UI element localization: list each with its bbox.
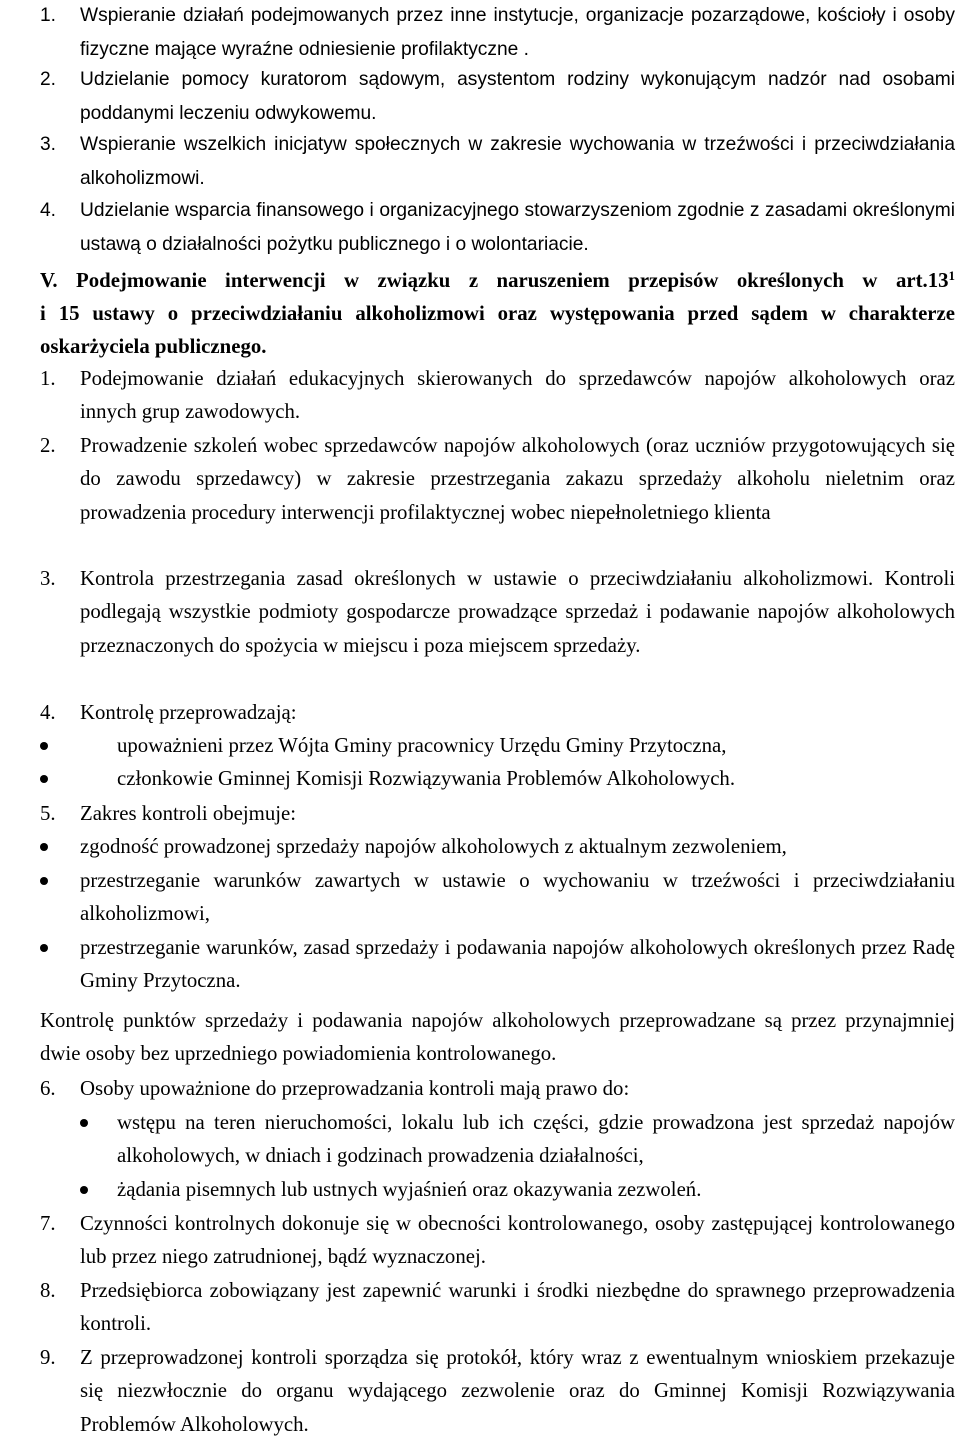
list-number: 3. [40,567,56,590]
list-number: 4. [40,200,57,221]
list-item: Udzielanie wsparcia finansowego i organizacyjnego stowarzyszeniom zgodnie z zasadami określonymi ustawą o działalności pożytku publicznego i o wolontariacie. [80,200,955,255]
bullet-icon [40,843,48,851]
list-item: Zakres kontroli obejmuje: [80,802,297,825]
list-number: 9. [40,1346,56,1369]
list-item: Osoby upoważnione do przeprowadzania kontroli mają prawo do: [80,1077,630,1100]
bullet-item: członkowie Gminnej Komisji Rozwiązywania Problemów Alkoholowych. [117,767,736,790]
list-number: 5. [40,802,56,825]
bullet-icon [40,877,48,885]
list-item: Prowadzenie szkoleń wobec sprzedawców napojów alkoholowych (oraz uczniów przygotowujących się do zawodu sprzedawcy) w zakresie przestrzegania zakazu sprzedaży alkoholu nieletnim oraz prowadzenia procedury interwencji profilaktycznej wobec niepełnoletniego klienta [80,434,955,524]
list-number: 1. [40,367,56,390]
bullet-item: żądania pisemnych lub ustnych wyjaśnień oraz okazywania zezwoleń. [117,1178,702,1201]
paragraph: Kontrolę punktów sprzedaży i podawania napojów alkoholowych przeprowadzane są przez przynajmniej dwie osoby bez uprzedniego powiadomienia kontrolowanego. [40,1009,955,1066]
list-number: 1. [40,5,57,26]
bullet-icon [40,944,48,952]
list-item: Kontrola przestrzegania zasad określonych w ustawie o przeciwdziałaniu alkoholizmowi. Kontroli podlegają wszystkie podmioty gospodarcze prowadzące sprzedaż i podawanie napojów alkoholowych przeznaczonych do spożycia w miejscu i poza miejscem sprzedaży. [80,567,955,657]
bullet-icon [80,1119,88,1127]
list-number: 2. [40,434,56,457]
bullet-item: przestrzeganie warunków zawartych w ustawie o wychowaniu w trzeźwości i przeciwdziałaniu alkoholizmowi, [80,869,955,926]
list-item: Z przeprowadzonej kontroli sporządza się protokół, który wraz z ewentualnym wnioskiem przekazuje się niezwłocznie do organu wydającego zezwolenie oraz do Gminnej Komisji Rozwiązywania Problemów Alkoholowych. [80,1346,955,1436]
bullet-item: przestrzeganie warunków, zasad sprzedaży i podawania napojów alkoholowych określonych przez Radę Gminy Przytoczna. [80,936,955,993]
bullet-icon [40,775,48,783]
list-item: Kontrolę przeprowadzają: [80,701,297,724]
list-number: 6. [40,1077,56,1100]
list-number: 4. [40,701,56,724]
list-item: Udzielanie pomocy kuratorom sądowym, asystentom rodziny wykonującym nadzór nad osobami poddanymi leczeniu odwykowemu. [80,69,955,124]
list-number: 8. [40,1279,56,1302]
bullet-item: wstępu na teren nieruchomości, lokalu lub ich części, gdzie prowadzona jest sprzedaż napojów alkoholowych, w dniach i godzinach prowadzenia działalności, [117,1111,955,1168]
list-number: 2. [40,69,57,90]
section-heading: V. Podejmowanie interwencji w związku z naruszeniem przepisów określonych w $art.13^1$ [40,267,955,292]
list-item: Wspieranie działań podejmowanych przez inne instytucje, organizacje pozarządowe, kościoły i osoby fizyczne mające wyraźne odniesienie profilaktyczne . [80,5,955,60]
bullet-icon [80,1186,88,1194]
list-number: 7. [40,1212,56,1235]
bullet-item: upoważnieni przez Wójta Gminy pracownicy Urzędu Gminy Przytoczna, [117,734,727,757]
bullet-icon [40,742,48,750]
list-item: Podejmowanie działań edukacyjnych skierowanych do sprzedawców napojów alkoholowych oraz innych grup zawodowych. [80,367,955,424]
section-heading-continued: i 15 ustawy o przeciwdziałaniu alkoholizmowi oraz występowania przed sądem w charakterze oskarżyciela publicznego. [40,302,955,359]
list-number: 3. [40,134,57,155]
list-item: Czynności kontrolnych dokonuje się w obecności kontrolowanego, osoby zastępującej kontrolowanego lub przez niego zatrudnionej, bądź wyznaczonej. [80,1212,955,1269]
list-item: Wspieranie wszelkich inicjatyw społecznych w zakresie wychowania w trzeźwości i przeciwdziałania alkoholizmowi. [80,134,955,189]
bullet-item: zgodność prowadzonej sprzedaży napojów alkoholowych z aktualnym zezwoleniem, [80,835,787,858]
list-item: Przedsiębiorca zobowiązany jest zapewnić warunki i środki niezbędne do sprawnego przeprowadzenia kontroli. [80,1279,955,1336]
